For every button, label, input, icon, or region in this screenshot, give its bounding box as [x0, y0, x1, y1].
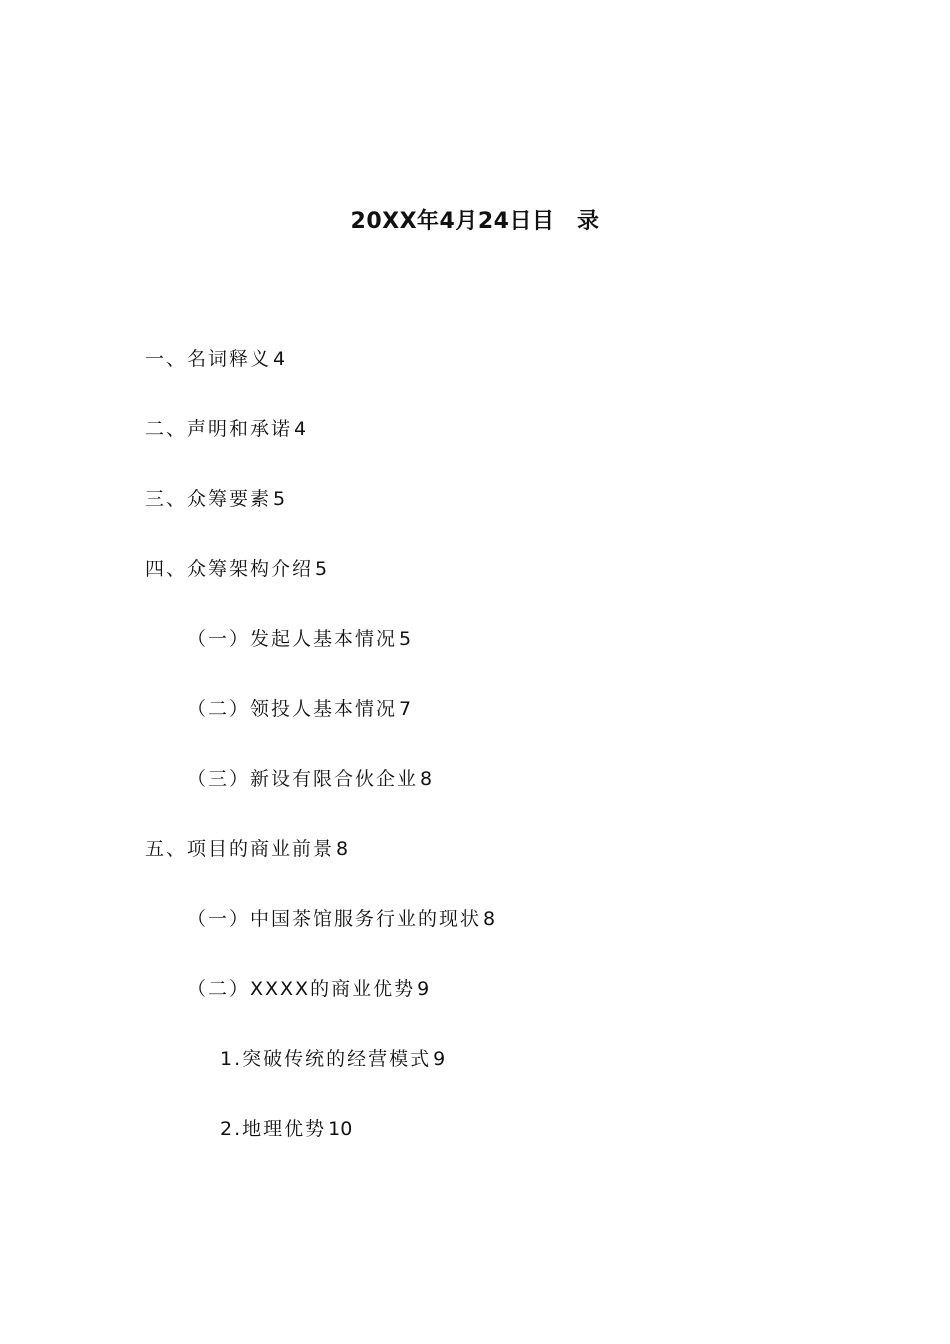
toc-entry-business-advantages[interactable]	[187, 977, 429, 1001]
toc-entry-business-prospects[interactable]	[145, 837, 348, 861]
toc-entry-page: 5	[399, 628, 412, 650]
toc-entry-text: 五、项目的商业前景	[145, 838, 335, 860]
toc-entry-text: （二）领投人基本情况	[187, 698, 398, 720]
toc-entry-page: 8	[483, 908, 496, 930]
toc-entry-text: （一）中国茶馆服务行业的现状	[187, 908, 482, 930]
toc-entry-page: 4	[294, 418, 307, 440]
toc-entry-business-model[interactable]	[220, 1047, 445, 1071]
toc-entry-crowdfunding-structure[interactable]	[145, 557, 327, 581]
toc-entry-text: 1.突破传统的经营模式	[220, 1048, 432, 1070]
toc-entry-text: 四、众筹架构介绍	[145, 558, 314, 580]
toc-entry-text: （二）XXXX的商业优势	[187, 978, 416, 1000]
toc-entry-text: 三、众筹要素	[145, 488, 272, 510]
toc-entry-text: （三）新设有限合伙企业	[187, 768, 419, 790]
toc-entry-page: 8	[420, 768, 433, 790]
toc-entry-crowdfunding-elements[interactable]	[145, 487, 285, 511]
toc-entry-text: 二、声明和承诺	[145, 418, 293, 440]
toc-entry-statement[interactable]	[145, 417, 306, 441]
toc-entry-teahouse-industry[interactable]	[187, 907, 495, 931]
toc-entry-page: 9	[433, 1048, 446, 1070]
toc-entry-lead-investor-info[interactable]	[187, 697, 411, 721]
toc-entry-text: （一）发起人基本情况	[187, 628, 398, 650]
toc-entry-page: 9	[417, 978, 430, 1000]
document-title: 20XX年4月24日目 录	[350, 209, 600, 234]
toc-entry-sponsor-info[interactable]	[187, 627, 411, 651]
toc-entry-definitions[interactable]	[145, 347, 285, 371]
toc-entry-page: 8	[336, 838, 349, 860]
toc-entry-text: 2.地理优势	[220, 1118, 327, 1140]
toc-entry-text: 一、名词释义	[145, 348, 272, 370]
toc-entry-location-advantage[interactable]	[220, 1117, 352, 1141]
toc-entry-page: 4	[273, 348, 286, 370]
toc-entry-new-partnership[interactable]	[187, 767, 432, 791]
toc-entry-page: 7	[399, 698, 412, 720]
toc-entry-page: 10	[328, 1118, 353, 1140]
toc-entry-page: 5	[273, 488, 286, 510]
toc-entry-page: 5	[315, 558, 328, 580]
